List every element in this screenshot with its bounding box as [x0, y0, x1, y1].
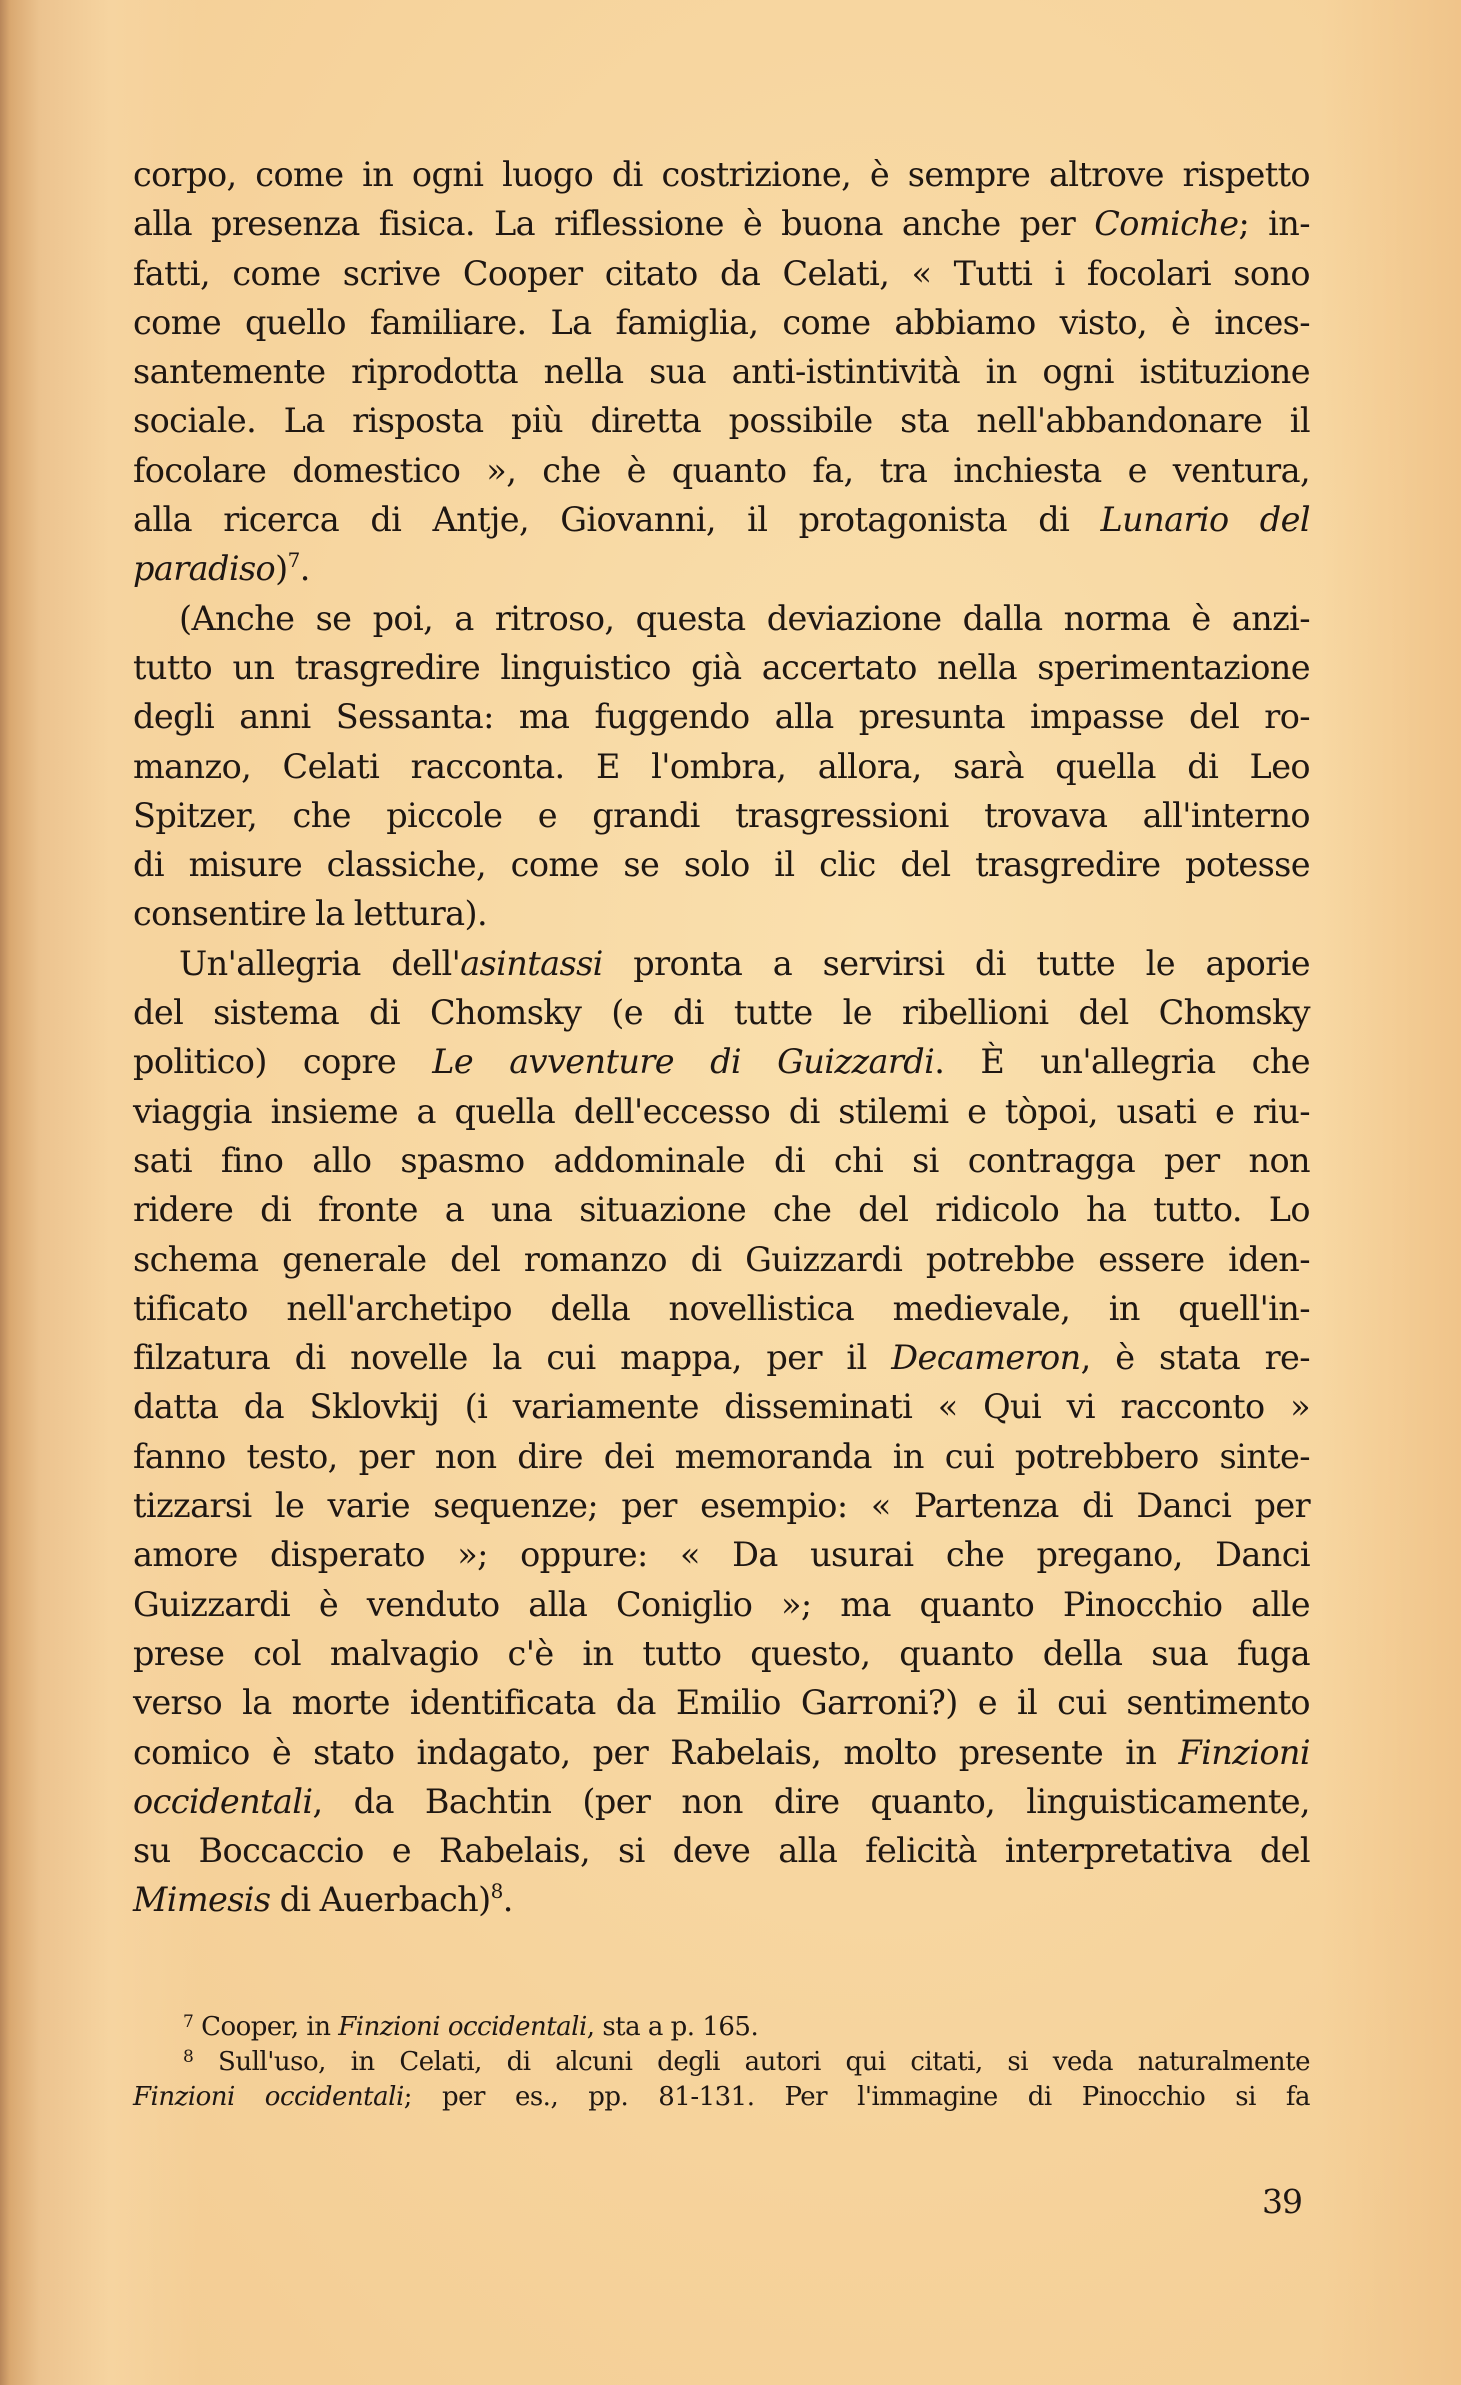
- text-line: sociale. La risposta più diretta possibile sta nell'abbandonare il: [133, 401, 1310, 441]
- text-line: Mimesis di Auerbach)$^8$.: [133, 1879, 513, 1920]
- text-line: consentire la lettura).: [133, 894, 488, 934]
- footnote-8: $^8$ Sull'uso, in Celati, di alcuni degli autori qui citati, si veda naturalmente: [183, 2047, 1310, 2077]
- footnote-number: 8: [183, 2047, 194, 2067]
- text-line: filzatura di novelle la cui mappa, per il Decameron, è stata re-: [133, 1338, 1310, 1378]
- italic-title: Le avventure di Guizzardi: [432, 1042, 935, 1082]
- text-line: degli anni Sessanta: ma fuggendo alla presunta impasse del ro-: [133, 697, 1310, 737]
- text-line: ridere di fronte a una situazione che del ridicolo ha tutto. Lo: [133, 1190, 1310, 1230]
- text-line: politico) copre Le avventure di Guizzardi. È un'allegria che: [133, 1042, 1310, 1082]
- footnotes: [133, 2010, 1310, 2115]
- page-number: 39: [1262, 2182, 1302, 2221]
- text-line: paradiso)$^7$.: [133, 548, 310, 589]
- italic-title: paradiso: [133, 549, 276, 589]
- footnote-8-continued: Finzioni occidentali; per es., pp. 81-131. Per l'immagine di Pinocchio si fa: [133, 2082, 1310, 2112]
- text-line: (Anche se poi, a ritroso, questa deviazione dalla norma è anzi-: [179, 598, 1310, 638]
- italic-title: Decameron: [891, 1338, 1081, 1378]
- text-line: tificato nell'archetipo della novellistica medievale, in quell'in-: [133, 1288, 1310, 1328]
- text-line: manzo, Celati racconta. E l'ombra, allora, sarà quella di Leo: [133, 746, 1310, 786]
- footnote-ref[interactable]: 8: [490, 1879, 503, 1904]
- text-line: fatti, come scrive Cooper citato da Celati, « Tutti i focolari sono: [133, 253, 1310, 293]
- italic-term: asintassi: [460, 943, 603, 983]
- footnote-7: $^7$ Cooper, in Finzioni occidentali, sta a p. 165.: [183, 2012, 759, 2042]
- text-line: focolare domestico », che è quanto fa, tra inchiesta e ventura,: [133, 450, 1310, 490]
- italic-title: Finzioni occidentali: [338, 2012, 587, 2042]
- text-line: sati fino allo spasmo addominale di chi si contragga per non: [133, 1140, 1310, 1180]
- footnote-ref[interactable]: 7: [287, 548, 300, 573]
- text-line: Guizzardi è venduto alla Coniglio »; ma quanto Pinocchio alle: [133, 1584, 1310, 1624]
- text-line: datta da Sklovkij (i variamente disseminati « Qui vi racconto »: [133, 1387, 1310, 1427]
- text-line: santemente riprodotta nella sua anti-istintività in ogni istituzione: [133, 352, 1310, 392]
- text-line: corpo, come in ogni luogo di costrizione, è sempre altrove rispetto: [133, 155, 1310, 194]
- text-line: tutto un trasgredire linguistico già accertato nella sperimentazione: [133, 647, 1310, 687]
- footnote-number: 7: [183, 2012, 194, 2032]
- italic-title: Finzioni occidentali: [133, 2082, 404, 2112]
- text-line: Spitzer, che piccole e grandi trasgressioni trovava all'interno: [133, 795, 1310, 835]
- body-text: [133, 150, 1310, 1925]
- italic-title: Finzioni: [1178, 1732, 1310, 1772]
- italic-title: occidentali: [133, 1781, 313, 1821]
- text-line: su Boccaccio e Rabelais, si deve alla felicità interpretativa del: [133, 1831, 1310, 1871]
- text-line: occidentali, da Bachtin (per non dire quanto, linguisticamente,: [133, 1781, 1310, 1821]
- text-line: del sistema di Chomsky (e di tutte le ribellioni del Chomsky: [133, 993, 1310, 1033]
- text-line: alla ricerca di Antje, Giovanni, il protagonista di Lunario del: [133, 500, 1310, 540]
- text-line: Un'allegria dell'asintassi pronta a servirsi di tutte le aporie: [179, 943, 1310, 983]
- text-line: alla presenza fisica. La riflessione è buona anche per Comiche; in-: [133, 204, 1310, 244]
- text-line: comico è stato indagato, per Rabelais, molto presente in Finzioni: [133, 1732, 1310, 1772]
- text-line: schema generale del romanzo di Guizzardi potrebbe essere iden-: [133, 1239, 1310, 1279]
- text-line: di misure classiche, come se solo il clic del trasgredire potesse: [133, 845, 1310, 885]
- italic-title: Comiche: [1094, 204, 1239, 244]
- italic-title: Mimesis: [133, 1880, 271, 1920]
- text-line: viaggia insieme a quella dell'eccesso di stilemi e tòpoi, usati e riu-: [133, 1091, 1310, 1131]
- text-line: fanno testo, per non dire dei memoranda in cui potrebbero sinte-: [133, 1436, 1310, 1476]
- text-line: prese col malvagio c'è in tutto questo, quanto della sua fuga: [133, 1633, 1310, 1673]
- italic-title: Lunario del: [1100, 500, 1310, 540]
- text-line: verso la morte identificata da Emilio Garroni?) e il cui sentimento: [133, 1683, 1310, 1723]
- text-line: tizzarsi le varie sequenze; per esempio: « Partenza di Danci per: [133, 1486, 1310, 1526]
- text-line: amore disperato »; oppure: « Da usurai che pregano, Danci: [133, 1535, 1310, 1575]
- text-line: come quello familiare. La famiglia, come abbiamo visto, è inces-: [133, 302, 1310, 342]
